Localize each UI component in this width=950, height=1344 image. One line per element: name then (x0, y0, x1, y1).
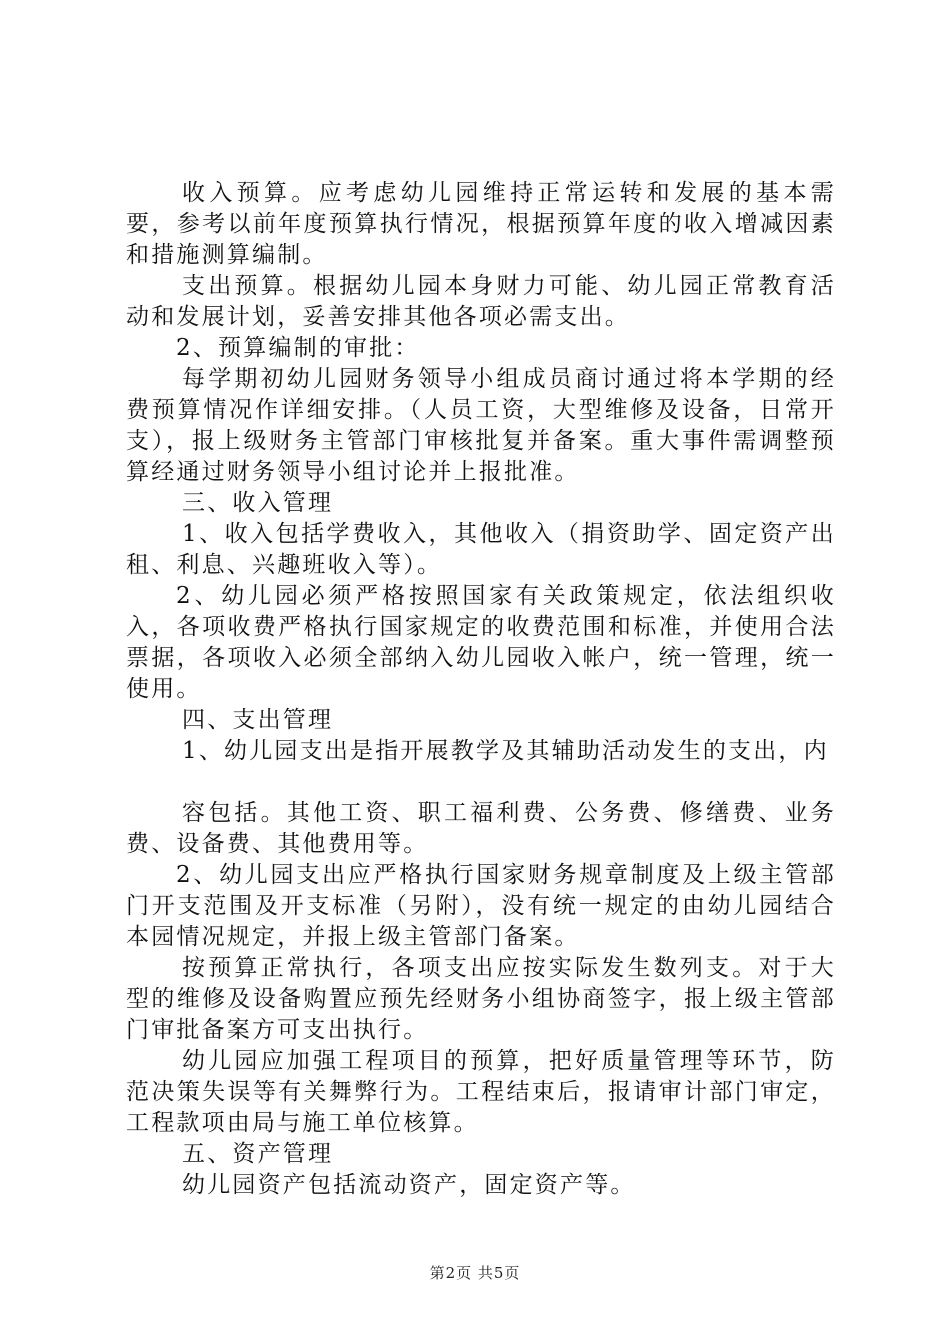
paragraph-income-rules: 2、幼儿园必须严格按照国家有关政策规定，依法组织收入，各项收费严格执行国家规定的收费范围和标准，并使用合法票据，各项收入必须全部纳入幼儿园收入帐户，统一管理，统一使用。 (126, 583, 836, 702)
paragraph-asset-scope: 幼儿园资产包括流动资产，固定资产等。 (182, 1172, 636, 1198)
paragraph-expense-rules: 2、幼儿园支出应严格执行国家财务规章制度及上级主管部门开支范围及开支标准（另附），没有统一规定的由幼儿园结合本园情况规定，并报上级主管部门备案。 (126, 862, 836, 950)
heading-income-management: 三、收入管理 (182, 490, 334, 516)
heading-expense-management: 四、支出管理 (182, 707, 334, 733)
heading-budget-approval: 2、预算编制的审批： (176, 335, 420, 361)
page-number-footer: 第2页 共5页 (429, 1264, 521, 1282)
paragraph-budget-execution: 按预算正常执行，各项支出应按实际发生数列支。对于大型的维修及设备购置应预先经财务小组协商签字，报上级主管部门审批备案方可支出执行。 (126, 955, 836, 1043)
document-body (126, 178, 836, 1201)
paragraph-budget-approval: 每学期初幼儿园财务领导小组成员商讨通过将本学期的经费预算情况作详细安排。（人员工资，大型维修及设备，日常开支），报上级财务主管部门审核批复并备案。重大事件需调整预算经通过财务领导小组讨论并上报批准。 (126, 366, 836, 485)
paragraph-expense-items: 容包括。其他工资、职工福利费、公务费、修缮费、业务费、设备费、其他费用等。 (126, 800, 836, 857)
paragraph-project-budget: 幼儿园应加强工程项目的预算，把好质量管理等环节，防范决策失误等有关舞弊行为。工程结束后，报请审计部门审定，工程款项由局与施工单位核算。 (126, 1048, 836, 1136)
heading-asset-management: 五、资产管理 (182, 1141, 334, 1167)
paragraph-income-budget: 收入预算。应考虑幼儿园维持正常运转和发展的基本需要，参考以前年度预算执行情况，根据预算年度的收入增减因素和措施测算编制。 (126, 180, 836, 268)
paragraph-income-scope: 1、收入包括学费收入，其他收入（捐资助学、固定资产出租、利息、兴趣班收入等）。 (126, 521, 836, 578)
paragraph-expense-definition: 1、幼儿园支出是指开展教学及其辅助活动发生的支出，内 (182, 738, 829, 764)
paragraph-expense-budget: 支出预算。根据幼儿园本身财力可能、幼儿园正常教育活动和发展计划，妥善安排其他各项必需支出。 (126, 273, 836, 330)
